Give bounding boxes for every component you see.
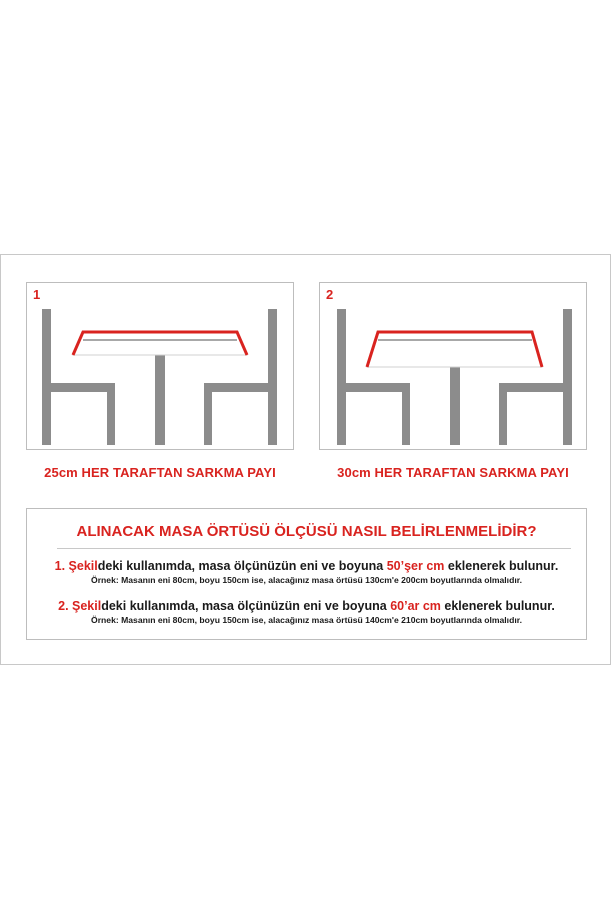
instruction-line-1	[27, 559, 586, 573]
panel-1-number: 1	[33, 287, 41, 302]
panel-2-number: 2	[326, 287, 334, 302]
tablecloth	[367, 332, 542, 367]
instruction-1-prefix: 1. Şekil	[54, 559, 98, 573]
info-divider	[57, 548, 571, 549]
right-chair	[204, 309, 277, 445]
info-title: ALINACAK MASA ÖRTÜSÜ ÖLÇÜSÜ NASIL BELİRLENMELİDİR?	[76, 523, 537, 540]
left-chair	[42, 309, 115, 445]
panel-2-caption: 30cm HER TARAFTAN SARKMA PAYI	[337, 465, 569, 480]
instruction-1-highlight: 50’şer cm	[386, 559, 445, 573]
right-chair	[499, 309, 572, 445]
instruction-2-text: deki kullanımda, masa ölçünüzün eni ve boyuna	[101, 599, 391, 613]
instruction-2-suffix: eklenerek bulunur.	[440, 599, 555, 613]
table-leg	[155, 340, 165, 445]
panel-2	[319, 282, 587, 450]
instruction-2-prefix: 2. Şekil	[58, 599, 102, 613]
instruction-1-text: deki kullanımda, masa ölçünüzün eni ve boyuna	[97, 559, 387, 573]
instruction-line-2	[27, 599, 586, 613]
example-line-2: Örnek: Masanın eni 80cm, boyu 150cm ise, alacağınız masa örtüsü 140cm'e 210cm boyutlarında olmalıdır.	[91, 615, 522, 625]
left-chair	[337, 309, 410, 445]
instruction-1-suffix: eklenerek bulunur.	[444, 559, 559, 573]
table-illustration-2	[320, 283, 587, 450]
example-line-1: Örnek: Masanın eni 80cm, boyu 150cm ise, alacağınız masa örtüsü 130cm'e 200cm boyutlarında olmalıdır.	[91, 575, 522, 585]
instruction-2-highlight: 60’ar cm	[390, 599, 441, 613]
tablecloth	[73, 332, 247, 355]
panel-1-caption: 25cm HER TARAFTAN SARKMA PAYI	[44, 465, 276, 480]
panel-1	[26, 282, 294, 450]
table-illustration-1	[27, 283, 294, 450]
info-box	[26, 508, 587, 640]
